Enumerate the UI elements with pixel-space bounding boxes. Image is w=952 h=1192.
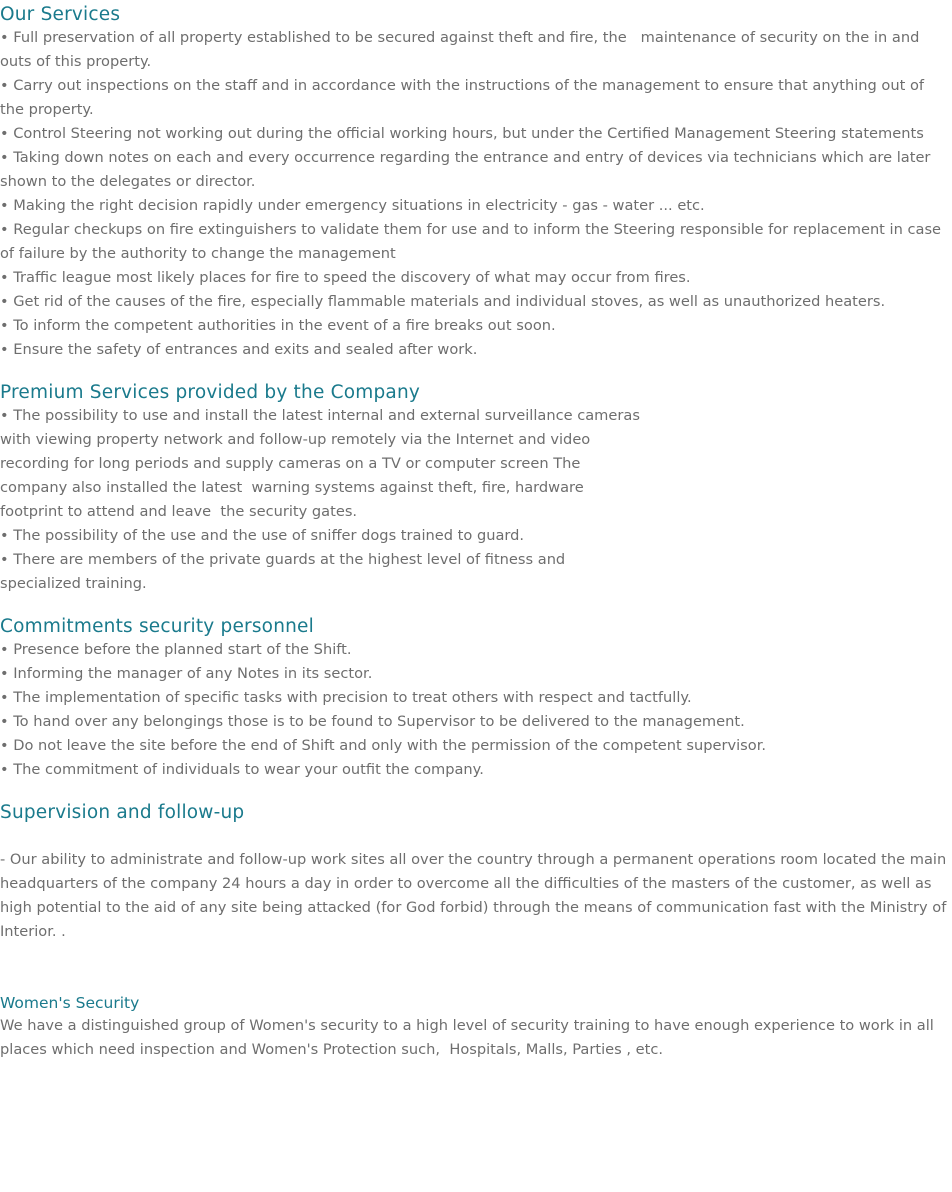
list-item: • Ensure the safety of entrances and exits and sealed after work. bbox=[0, 341, 478, 358]
our-services-section bbox=[0, 4, 948, 362]
list-item: • Full preservation of all property established to be secured against theft and fire, the maintenance of security on the in and outs of this property. bbox=[0, 29, 924, 70]
supervision-text: - Our ability to administrate and follow-up work sites all over the country through a permanent operations room located the main headquarters of the company 24 hours a day in order to overcome all the difficulties of the masters of the customer, as well as high potential to the aid of any site being attacked (for God forbid) through the means of communication fast with the Ministry of Interior. . bbox=[0, 851, 951, 940]
womens-security-title: Women's Security bbox=[0, 994, 140, 1012]
list-item: • The commitment of individuals to wear your outfit the company. bbox=[0, 761, 484, 778]
list-item: • Do not leave the site before the end of Shift and only with the permission of the competent supervisor. bbox=[0, 737, 767, 754]
spacer bbox=[0, 782, 948, 802]
list-item: • Making the right decision rapidly under emergency situations in electricity - gas - water ... etc. bbox=[0, 197, 705, 214]
list-item: • Regular checkups on fire extinguishers to validate them for use and to inform the Steering responsible for replacement in case of failure by the authority to change the management bbox=[0, 221, 946, 262]
womens-security-text: We have a distinguished group of Women's security to a high level of security training to have enough experience to work in all places which need inspection and Women's Protection such, Hospitals, Malls, Parties , etc. bbox=[0, 1017, 939, 1058]
commitments-section bbox=[0, 616, 948, 782]
list-item: • The possibility of the use and the use of sniffer dogs trained to guard. bbox=[0, 527, 525, 544]
list-item: • Get rid of the causes of the fire, especially flammable materials and individual stoves, as well as unauthorized heaters. bbox=[0, 293, 886, 310]
list-item: • Presence before the planned start of the Shift. bbox=[0, 641, 352, 658]
premium-services-title: Premium Services provided by the Company bbox=[0, 382, 421, 403]
commitments-title: Commitments security personnel bbox=[0, 616, 314, 637]
list-item: • To inform the competent authorities in the event of a fire breaks out soon. bbox=[0, 317, 556, 334]
spacer bbox=[0, 944, 948, 992]
list-item: • Informing the manager of any Notes in its sector. bbox=[0, 665, 373, 682]
our-services-title: Our Services bbox=[0, 4, 121, 25]
spacer bbox=[0, 362, 948, 382]
list-item: • Carry out inspections on the staff and in accordance with the instructions of the management to ensure that anything out of the property. bbox=[0, 77, 929, 118]
womens-security-section bbox=[0, 992, 948, 1062]
spacer bbox=[0, 824, 948, 848]
list-item: • Control Steering not working out during the official working hours, but under the Certified Management Steering statements bbox=[0, 125, 924, 142]
list-item: • The possibility to use and install the latest internal and external surveillance cameras with viewing property network and follow-up remotely via the Internet and video recording for long periods and supply cameras on a TV or computer screen The company also installed the latest warning systems against theft, fire, hardware footprint to attend and leave the security gates. bbox=[0, 407, 645, 520]
list-item: • Traffic league most likely places for fire to speed the discovery of what may occur from fires. bbox=[0, 269, 691, 286]
supervision-section bbox=[0, 802, 951, 944]
list-item: • To hand over any belongings those is to be found to Supervisor to be delivered to the management. bbox=[0, 713, 745, 730]
spacer bbox=[0, 596, 948, 616]
supervision-title: Supervision and follow-up bbox=[0, 802, 245, 823]
list-item: • There are members of the private guards at the highest level of fitness and specialized training. bbox=[0, 551, 570, 592]
premium-services-section bbox=[0, 382, 948, 596]
list-item: • The implementation of specific tasks with precision to treat others with respect and tactfully. bbox=[0, 689, 692, 706]
list-item: • Taking down notes on each and every occurrence regarding the entrance and entry of devices via technicians which are later shown to the delegates or director. bbox=[0, 149, 936, 190]
